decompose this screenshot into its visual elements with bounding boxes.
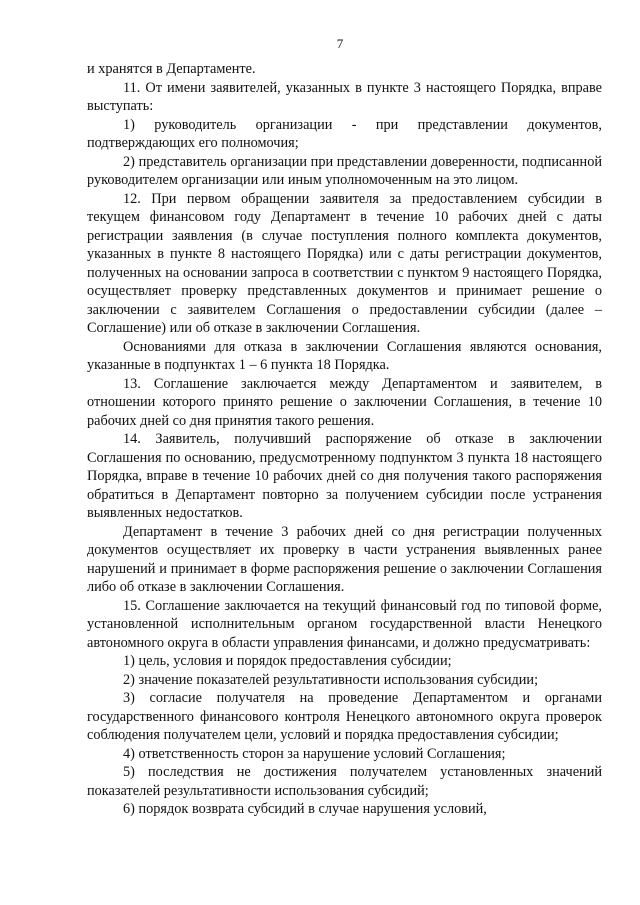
paragraph: Департамент в течение 3 рабочих дней со дня регистрации полученных документов осуществляет их проверку в части устранения выявленных ранее нарушений и принимает в форме распоряжения решение о заключении Соглашения либо об отказе в заключении Соглашения. xyxy=(87,523,602,595)
paragraph: 14. Заявитель, получивший распоряжение об отказе в заключении Соглашения по основанию, предусмотренному подпунктом 3 пункта 18 настоящего Порядка, вправе в течение 10 рабочих дней со дня получения такого распоряжения обратиться в Департамент повторно за получением субсидии после устранения выявленных недостатков. xyxy=(87,431,602,521)
paragraph: 11. От имени заявителей, указанных в пункте 3 настоящего Порядка, вправе выступать: xyxy=(87,79,602,114)
paragraph: 1) руководитель организации - при представлении документов, подтверждающих его полномочия; xyxy=(87,116,602,151)
page-number: 7 xyxy=(336,36,344,51)
paragraph: 2) представитель организации при представлении доверенности, подписанной руководителем организации или иным уполномоченным на это лицом. xyxy=(87,153,602,188)
paragraph: 5) последствия не достижения получателем установленных значений показателей результативности использования субсидий; xyxy=(87,764,602,799)
paragraph: 4) ответственность сторон за нарушение условий Соглашения; xyxy=(123,745,506,762)
paragraph: 15. Соглашение заключается на текущий финансовый год по типовой форме, установленной исполнительным органом государственной власти Ненецкого автономного округа в области управления финансами, и должно предусматривать: xyxy=(87,597,602,651)
paragraph: 2) значение показателей результативности использования субсидии; xyxy=(123,671,539,688)
paragraph: 13. Соглашение заключается между Департаментом и заявителем, в отношении которого принято решение о заключении Соглашения, в течение 10 рабочих дней со дня принятия такого решения. xyxy=(87,375,602,429)
document-body xyxy=(87,60,602,819)
paragraph: Основаниями для отказа в заключении Соглашения являются основания, указанные в подпунктах 1 – 6 пункта 18 Порядка. xyxy=(87,338,602,373)
paragraph: 12. При первом обращении заявителя за предоставлением субсидии в текущем финансовом году Департамент в течение 10 рабочих дней с даты регистрации заявления (в случае поступления полного комплекта документов, указанных в пункте 8 настоящего Порядка) или с даты регистрации документов, полученных на основании запроса в соответствии с пунктом 9 настоящего Порядка, осуществляет проверку представленных документов и принимает решение о заключении с заявителем Соглашения о предоставлении субсидии (далее – Соглашение) или об отказе в заключении Соглашения. xyxy=(87,190,602,336)
paragraph: 3) согласие получателя на проведение Департаментом и органами государственного финансового контроля Ненецкого автономного округа проверок соблюдения получателем цели, условий и порядка предоставления субсидии; xyxy=(87,690,602,743)
paragraph: 1) цель, условия и порядок предоставления субсидии; xyxy=(123,653,452,669)
paragraph: 6) порядок возврата субсидий в случае нарушения условий, xyxy=(123,801,487,817)
paragraph: и хранятся в Департаменте. xyxy=(87,61,256,77)
